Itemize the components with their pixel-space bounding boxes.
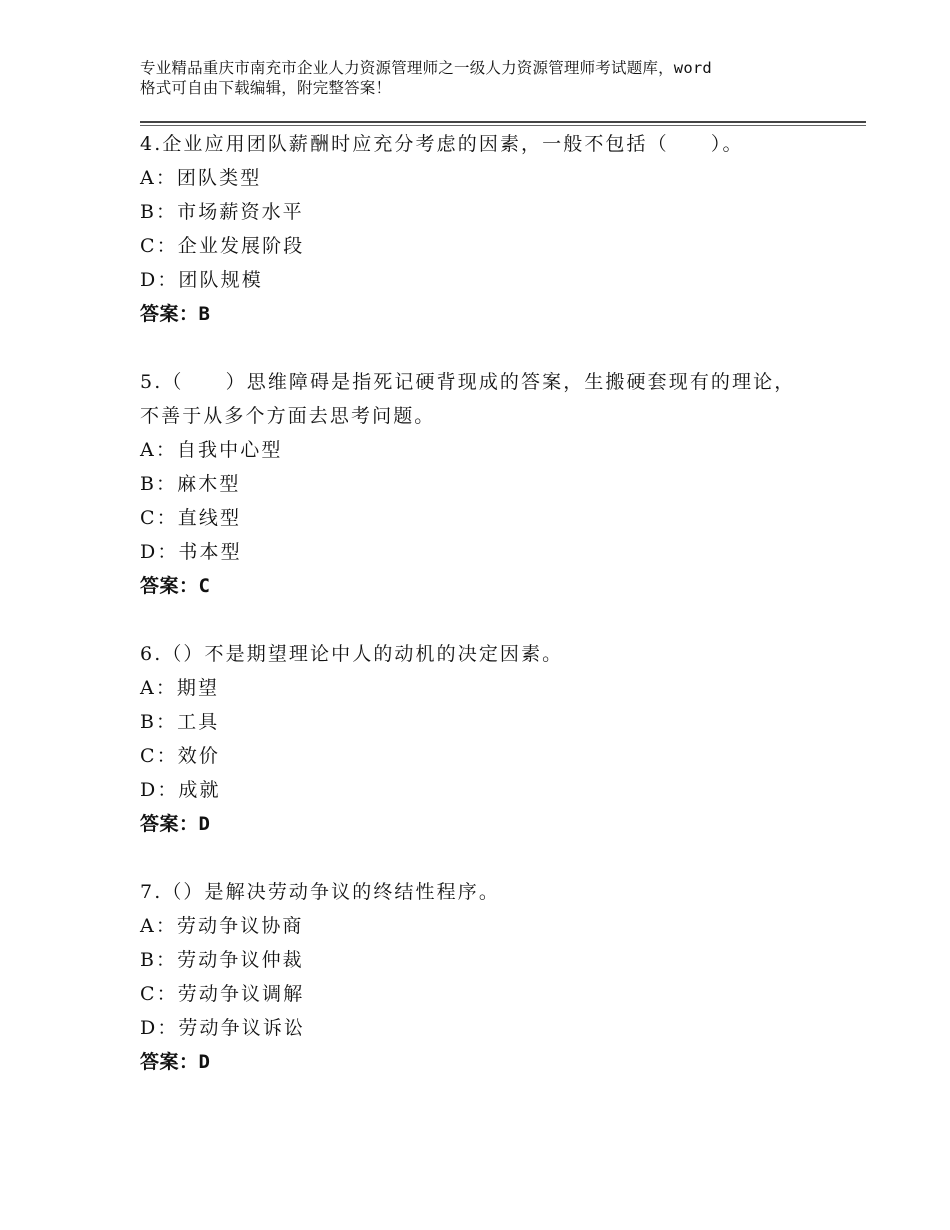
option-a: A：团队类型 xyxy=(140,167,262,189)
option-c: C：效价 xyxy=(140,745,220,767)
header-line-1: 专业精品重庆市南充市企业人力资源管理师之一级人力资源管理师考试题库，word xyxy=(140,59,712,77)
option-c: C：直线型 xyxy=(140,507,242,529)
option-d: D：团队规模 xyxy=(140,269,263,291)
answer: 答案：B xyxy=(140,303,211,325)
option-b: B：麻木型 xyxy=(140,473,241,495)
question-stem: 7.（）是解决劳动争议的终结性程序。 xyxy=(140,881,500,903)
option-b: B：市场薪资水平 xyxy=(140,201,304,223)
header-divider-thick xyxy=(140,121,866,123)
option-a: A：自我中心型 xyxy=(140,439,283,461)
option-a: A：劳动争议协商 xyxy=(140,915,304,937)
question-spacer xyxy=(140,841,840,875)
answer: 答案：D xyxy=(140,1051,211,1073)
question-4 xyxy=(140,127,840,331)
option-a: A：期望 xyxy=(140,677,220,699)
option-c: C：企业发展阶段 xyxy=(140,235,305,257)
option-d: D：成就 xyxy=(140,779,221,801)
question-stem-line-2: 不善于从多个方面去思考问题。 xyxy=(140,405,436,427)
option-b: B：劳动争议仲裁 xyxy=(140,949,304,971)
header-line-2: 格式可自由下载编辑，附完整答案！ xyxy=(140,79,392,97)
header-divider-thin xyxy=(140,125,866,126)
option-c: C：劳动争议调解 xyxy=(140,983,305,1005)
answer: 答案：D xyxy=(140,813,211,835)
question-stem: 6.（）不是期望理论中人的动机的决定因素。 xyxy=(140,643,564,665)
question-list xyxy=(140,127,840,1079)
question-spacer xyxy=(140,331,840,365)
question-stem-line-1: 5.（ ）思维障碍是指死记硬背现成的答案，生搬硬套现有的理论， xyxy=(140,371,796,393)
question-7 xyxy=(140,875,840,1079)
answer: 答案：C xyxy=(140,575,211,597)
document-header xyxy=(140,58,840,98)
option-d: D：书本型 xyxy=(140,541,242,563)
question-6 xyxy=(140,637,840,841)
option-b: B：工具 xyxy=(140,711,220,733)
question-5 xyxy=(140,365,840,603)
question-spacer xyxy=(140,603,840,637)
question-stem: 4.企业应用团队薪酬时应充分考虑的因素，一般不包括（ ）。 xyxy=(140,133,744,155)
option-d: D：劳动争议诉讼 xyxy=(140,1017,306,1039)
